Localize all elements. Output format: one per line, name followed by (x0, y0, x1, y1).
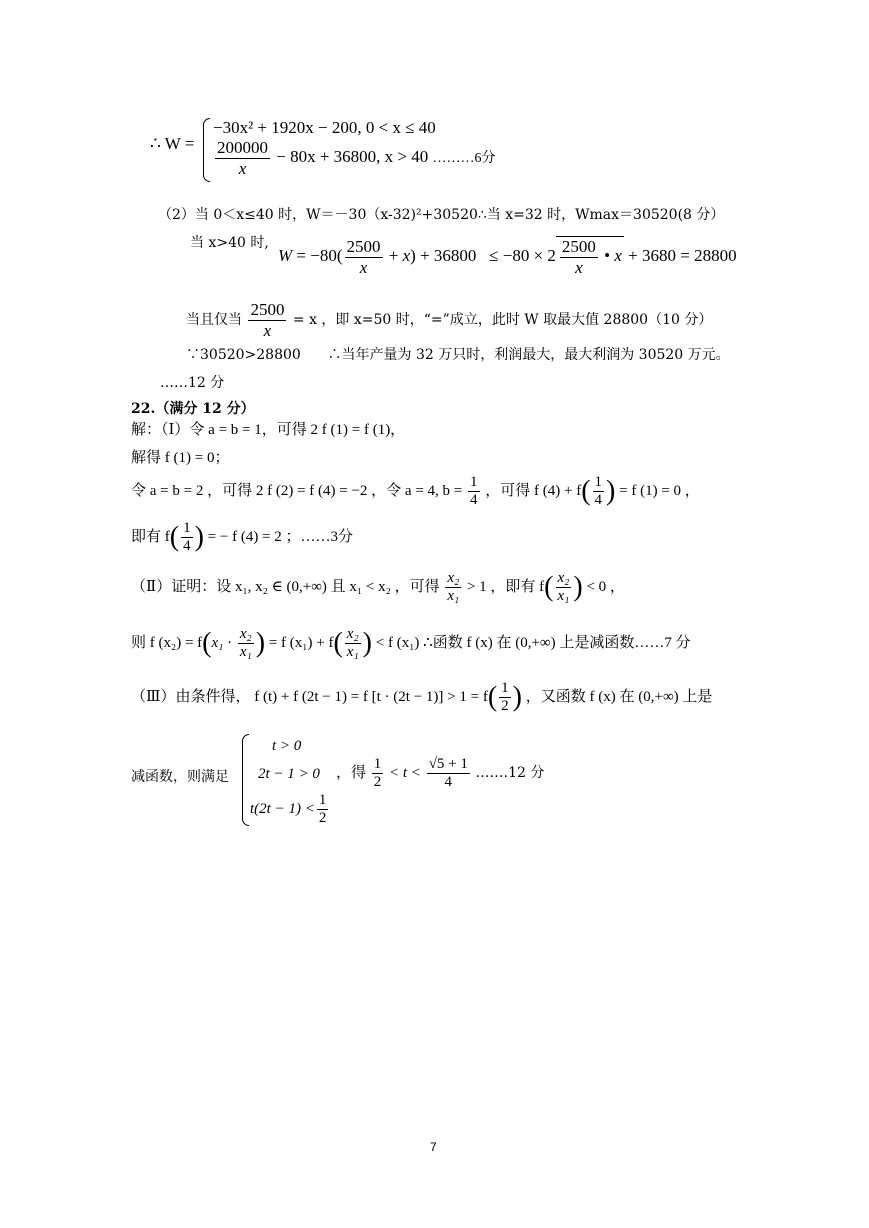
q22-line4: 即有 f( $\frac{1}{4}$ ) = − f (4) = 2 ；……3分 (131, 520, 354, 555)
q22-line6: 则 f (x₂) = f(x₁ · $\frac{\text{x₂}}{\text{x₁}}$ ) = f (x₁) + f( $\frac{\text{x₂}}{\text{x₁}}$ ) < f (x₁) ∴函数 f (x) 在 (0,+∞) 上是减函数……7 分 (131, 626, 691, 661)
condition-1: t > 0 (272, 738, 302, 754)
piecewise-case-1: −30x² + 1920x − 200, 0 < x ≤ 40 (213, 118, 436, 137)
piecewise-brace (203, 118, 210, 182)
page-number: 7 (430, 1140, 437, 1154)
condition-2: 2t − 1 > 0 (258, 766, 320, 782)
q22-heading: 22.（满分 12 分） (131, 401, 255, 417)
condition-3: t(2t − 1) < $\frac{1}{2}$ (250, 792, 327, 827)
system-brace (242, 734, 249, 826)
part2-line2-prefix: 当 x>40 时, (190, 235, 269, 251)
part2-line3: 当且仅当 $\frac{2500}{x}$ = x ，即 x=50 时，“=”成立，此时 W 取最大值 28800（10 分） (186, 300, 713, 340)
q22-line2: 解得 f (1) = 0； (131, 450, 230, 466)
q22-line1: 解：（Ⅰ）令 a = b = 1，可得 2 f (1) = f (1)， (131, 422, 406, 438)
solution-range: ，得 $\frac{1}{2}$ < t < $\frac{√5 + 1}{4}$ .……12 分 (336, 756, 545, 791)
q22-line3: 令 a = b = 2 ，可得 2 f (2) = f (4) = −2 ，令 a = 4, b = $\frac{1}{4}$ ，可得 f (4) + f( $\frac{1}{4}$ ) = f (1) = 0 ， (131, 474, 700, 509)
part2-inequality: W = −80( $\frac{2500}{x}$ + x) + 36800 ≤ −80 × 2 $\frac{2500}{x}$ • x + 3680 = 28800 (278, 237, 737, 277)
q22-line8-prefix: 减函数，则满足 (131, 769, 229, 785)
q22-line5: （Ⅱ）证明：设 x₁, x₂ ∈ (0,+∞) 且 x₁ < x₂ ，可得 $\frac{\text{x₂}}{\text{x₁}}$ > 1 ，即有 f( $\frac{\text{x₂}}{\text{x₁}}$ ) < 0 ， (131, 570, 625, 605)
piecewise-case-2: $\frac{200000}{x}$ − 80x + 36800, x > 40 ………6分 (217, 138, 496, 178)
part2-line5: ……12 分 (160, 375, 225, 391)
part2-line4: ∵30520>28800 ∴当年产量为 32 万只时，利润最大，最大利润为 30520 万元。 (186, 347, 730, 363)
therefore-w-label: ∴ W = (150, 134, 195, 153)
q22-line7: （Ⅲ）由条件得， f (t) + f (2t − 1) = f [t · (2t − 1)] > 1 = f( $\frac{1}{2}$ ) ，又函数 f (x) 在 (0,+∞) 上是 (131, 680, 713, 715)
part2-line1: （2）当 0＜x≤40 时，W＝－30（x-32)²+30520∴当 x=32 时，Wmax＝30520(8 分） (158, 207, 725, 223)
